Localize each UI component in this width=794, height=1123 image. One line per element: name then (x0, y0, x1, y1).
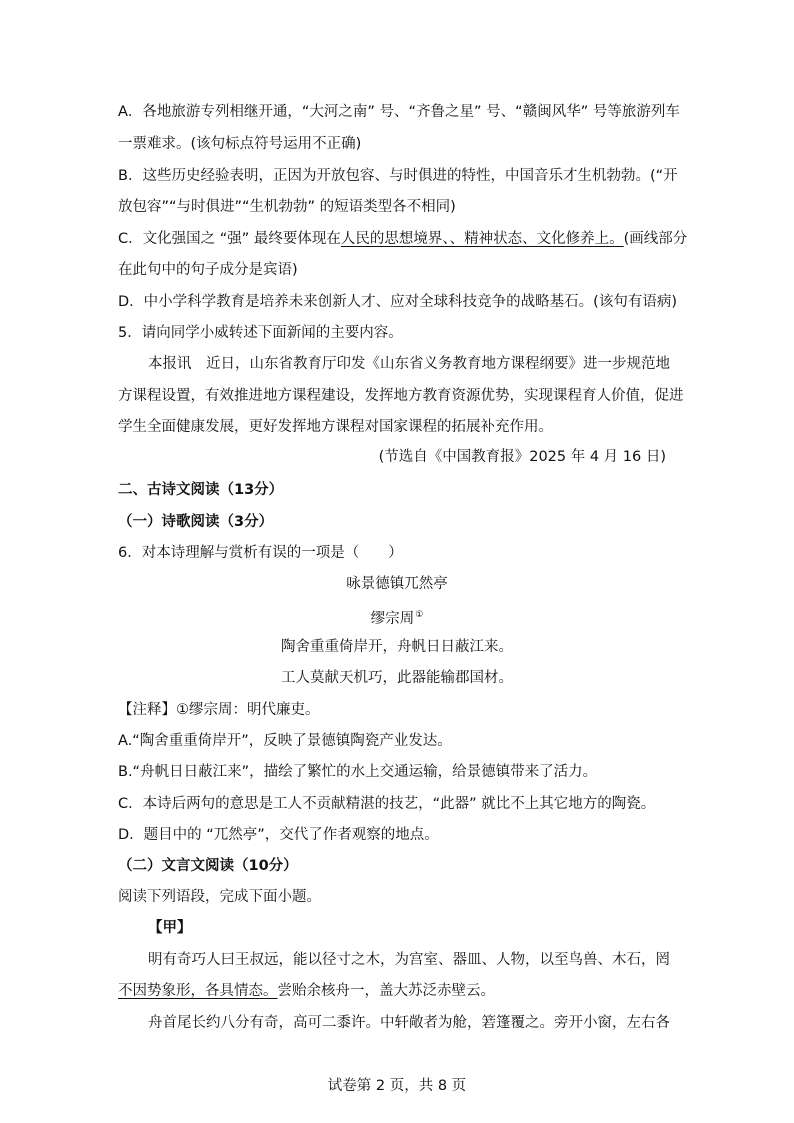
question-5: 5．请向同学小威转述下面新闻的主要内容。 (118, 325, 403, 341)
section-heading-2: 二、古诗文阅读（13分） (118, 482, 284, 498)
option-c-line-1 (118, 229, 687, 249)
footnote-mark: ① (415, 610, 424, 620)
poem-line-2: 工人莫献天机巧，此器能输郡国材。 (281, 670, 513, 686)
poem-note: 【注释】①缪宗周：明代廉吏。 (118, 702, 320, 718)
page-footer: 试卷第 2 页，共 8 页 (327, 1078, 467, 1094)
subsection-poem-heading: （一）诗歌阅读（3分） (118, 514, 274, 530)
passage-line-3: 舟首尾长约八分有奇，高可二黍许。中轩敞者为舱，箬篷覆之。旁开小窗，左右各 (148, 1015, 670, 1031)
passage-line-2 (118, 981, 495, 1001)
subsection-classical-heading: （二）文言文阅读（10分） (118, 858, 298, 874)
poem-author (0, 605, 794, 629)
underlined-phrase: 人民的思想境界、、精神状态、文化修养上。 (340, 231, 624, 247)
poem-line-1: 陶舍重重倚岸开，舟帆日日蔽江来。 (281, 639, 513, 655)
underlined-sentence: 不因势象形，各具情态。 (118, 983, 278, 999)
poem-author-name: 缪宗周 (370, 611, 415, 627)
option-c-text-end: (画线部分 (623, 231, 688, 247)
choice-d: D．题目中的 “兀然亭”，交代了作者观察的地点。 (118, 827, 439, 843)
passage-line-2-rest: 尝贻余核舟一，盖大苏泛赤壁云。 (277, 983, 495, 999)
reading-instruction: 阅读下列语段，完成下面小题。 (118, 889, 321, 905)
option-c-line-2: 在此句中的句子成分是宾语) (118, 262, 298, 278)
option-b-line-1: B．这些历史经验表明，正因为开放包容、与时俱进的特性，中国音乐才生机勃勃。(“开 (118, 168, 678, 184)
option-c-text-start: C．文化强国之 “强” 最终要体现在 (118, 231, 341, 247)
news-source: (节选自《中国教育报》2025 年 4 月 16 日) (378, 449, 666, 465)
passage-line-1: 明有奇巧人曰王叔远，能以径寸之木，为宫室、器皿、人物，以至鸟兽、木石，罔 (148, 952, 670, 968)
news-line-3: 学生全面健康发展，更好发挥地方课程对国家课程的拓展补充作用。 (118, 419, 553, 435)
news-line-1: 本报讯 近日，山东省教育厅印发《山东省义务教育地方课程纲要》进一步规范地 (148, 356, 670, 372)
news-line-2: 方课程设置，有效推进地方课程建设，发挥地方教育资源优势，实现课程育人价值，促进 (118, 388, 684, 404)
question-6: 6．对本诗理解与赏析有误的一项是（ ） (118, 545, 403, 561)
option-a-line-2: 一票难求。(该句标点符号运用不正确) (118, 136, 362, 152)
choice-c: C．本诗后两句的意思是工人不贡献精湛的技艺，“此器” 就比不上其它地方的陶瓷。 (118, 796, 656, 812)
choice-a: A.“陶舍重重倚岸开”，反映了景德镇陶瓷产业发达。 (118, 733, 452, 749)
option-d-line: D．中小学科学教育是培养未来创新人才、应对全球科技竞争的战略基石。(该句有语病) (118, 294, 677, 310)
poem-title: 咏景德镇兀然亭 (346, 576, 448, 592)
option-a-line-1: A．各地旅游专列相继开通，“大河之南” 号、“齐鲁之星” 号、“赣闽风华” 号等旅游列车 (118, 104, 680, 120)
passage-label-jia: 【甲】 (148, 920, 192, 936)
option-b-line-2: 放包容”“与时俱进”“生机勃勃” 的短语类型各不相同) (118, 199, 456, 215)
choice-b: B.“舟帆日日蔽江来”，描绘了繁忙的水上交通运输，给景德镇带来了活力。 (118, 764, 598, 780)
